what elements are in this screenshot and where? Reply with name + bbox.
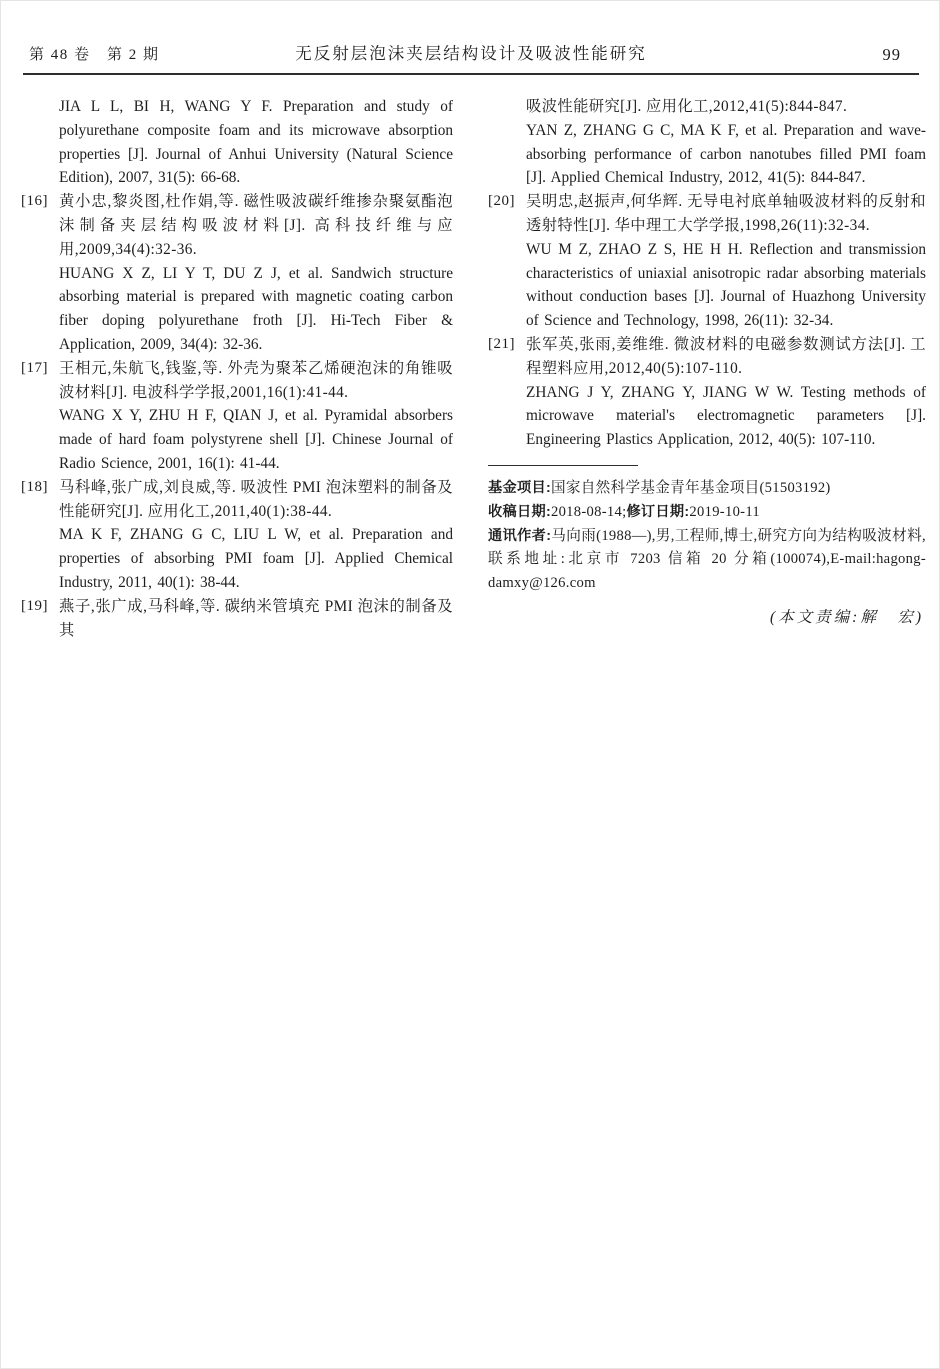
page-header bbox=[23, 43, 919, 75]
reference-number: [16] bbox=[21, 193, 48, 210]
reference-number bbox=[21, 95, 59, 190]
reference-text-en: WU M Z, ZHAO Z S, HE H H. Reflection and transmission characteristics of uniaxial anisotropic radar absorbing materials without conduction bases [J]. Journal of Huazhong University of Science and Technology, 1998, 26(11): 32-34. bbox=[526, 240, 926, 330]
footnote-line bbox=[488, 501, 926, 525]
reference-text-cn: 吴明忠,赵振声,何华辉. 无导电衬底单轴吸波材料的反射和透射特性[J]. 华中理工大学学报,1998,26(11):32-34. bbox=[526, 193, 926, 234]
reference-body bbox=[59, 357, 453, 476]
reference-entry bbox=[488, 95, 926, 190]
reference-number: [18] bbox=[21, 478, 48, 495]
footnote-text: 马向雨(1988—),男,工程师,博士,研究方向为结构吸波材料,联系地址:北京市 7203 信箱 20 分箱(100074),E-mail:hagong-damxy@126.com bbox=[488, 527, 926, 592]
reference-body bbox=[59, 190, 453, 357]
reference-entry bbox=[488, 190, 926, 333]
reference-number bbox=[488, 95, 526, 190]
reference-text-cn: 马科峰,张广成,刘良威,等. 吸波性 PMI 泡沫塑料的制备及性能研究[J]. 应用化工,2011,40(1):38-44. bbox=[59, 478, 453, 520]
reference-text-en: ZHANG J Y, ZHANG Y, JIANG W W. Testing methods of microwave material's electromagnetic parameters [J]. Engineering Plastics Application, 2012, 40(5): 107-110. bbox=[526, 383, 926, 449]
reference-entry bbox=[21, 476, 453, 595]
reference-text-cn: 吸波性能研究[J]. 应用化工,2012,41(5):844-847. bbox=[526, 98, 848, 115]
reference-text-en: HUANG X Z, LI Y T, DU Z J, et al. Sandwich structure absorbing material is prepared with magnetic coating carbon fiber doping polyurethane froth [J]. Hi-Tech Fiber & Application, 2009, 34(4): 32-36. bbox=[59, 264, 453, 353]
reference-entry bbox=[21, 595, 453, 643]
editor-note: (本文责编:解 宏) bbox=[770, 608, 924, 626]
reference-text-en: WANG X Y, ZHU H F, QIAN J, et al. Pyramidal absorbers made of hard foam polystyrene shell [J]. Chinese Journal of Radio Science, 2001, 16(1): 41-44. bbox=[59, 407, 453, 472]
footnote-separator-rule bbox=[488, 465, 638, 466]
reference-text-en: YAN Z, ZHANG G C, MA K F, et al. Preparation and wave-absorbing performance of carbon nanotubes filled PMI foam [J]. Applied Chemical Industry, 2012, 41(5): 844-847. bbox=[526, 121, 926, 187]
footnote-text: 2018-08-14; bbox=[550, 503, 627, 520]
page-number: 99 bbox=[882, 45, 901, 64]
reference-number: [21] bbox=[488, 335, 515, 352]
reference-text-en: JIA L L, BI H, WANG Y F. Preparation and study of polyurethane composite foam and its microwave absorption properties [J]. Journal of Anhui University (Natural Science Edition), 2007, 31(5): 66-68. bbox=[59, 98, 453, 187]
reference-entry bbox=[488, 333, 926, 452]
reference-number: [19] bbox=[21, 597, 48, 614]
references-column-left bbox=[21, 95, 453, 642]
volume-issue-label: 第 48 卷 第 2 期 bbox=[29, 47, 160, 63]
footnote-text: 国家自然科学基金青年基金项目(51503192) bbox=[550, 479, 831, 496]
footnote-text: 2019-10-11 bbox=[689, 503, 760, 520]
footnote-line bbox=[488, 477, 926, 501]
footnote-label: 修订日期: bbox=[626, 503, 690, 520]
reference-body bbox=[59, 476, 453, 595]
reference-text-cn: 黄小忠,黎炎图,杜作娟,等. 磁性吸波碳纤维掺杂聚氨酯泡沫制备夹层结构吸波材料[J]. 高科技纤维与应用,2009,34(4):32-36. bbox=[59, 193, 453, 258]
footnote-label: 基金项目: bbox=[488, 479, 551, 496]
running-title: 无反射层泡沫夹层结构设计及吸波性能研究 bbox=[295, 44, 647, 63]
references-column-right-list bbox=[488, 95, 926, 452]
reference-text-en: MA K F, ZHANG G C, LIU L W, et al. Preparation and properties of absorbing PMI foam [J]. Applied Chemical Industry, 2011, 40(1): 38-44. bbox=[59, 526, 453, 591]
reference-entry bbox=[21, 95, 453, 190]
footnote-line bbox=[488, 525, 926, 596]
footnote-lines bbox=[488, 477, 926, 596]
reference-number: [20] bbox=[488, 193, 515, 210]
references-content bbox=[21, 95, 924, 642]
footnote-label: 通讯作者: bbox=[488, 527, 552, 544]
reference-body bbox=[526, 190, 926, 333]
reference-text-cn: 王相元,朱航飞,钱鉴,等. 外壳为聚苯乙烯硬泡沫的角锥吸波材料[J]. 电波科学学报,2001,16(1):41-44. bbox=[59, 359, 453, 401]
footnote-label: 收稿日期: bbox=[488, 503, 551, 520]
reference-number: [17] bbox=[21, 359, 48, 376]
reference-body bbox=[526, 95, 926, 190]
reference-body bbox=[59, 595, 453, 643]
references-column-right bbox=[488, 95, 926, 642]
footnote-block bbox=[488, 465, 926, 627]
reference-text-cn: 燕子,张广成,马科峰,等. 碳纳米管填充 PMI 泡沫的制备及其 bbox=[59, 597, 453, 639]
reference-entry bbox=[21, 357, 453, 476]
reference-body bbox=[526, 333, 926, 452]
reference-entry bbox=[21, 190, 453, 357]
reference-text-cn: 张军英,张雨,姜维维. 微波材料的电磁参数测试方法[J]. 工程塑料应用,2012,40(5):107-110. bbox=[526, 335, 926, 377]
reference-body bbox=[59, 95, 453, 190]
